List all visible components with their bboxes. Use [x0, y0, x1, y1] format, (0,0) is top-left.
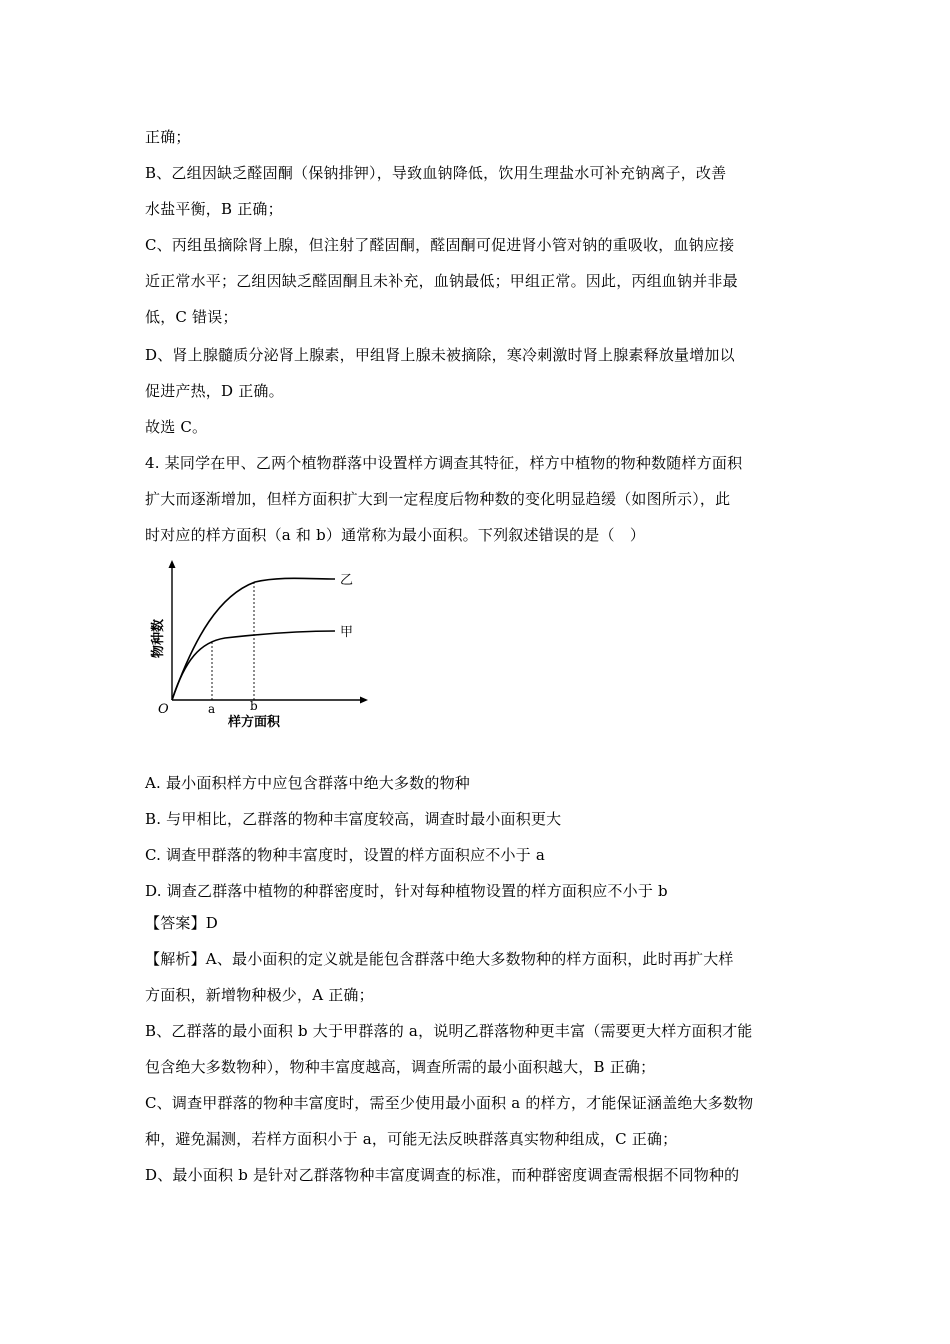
text-line: C、丙组虽摘除肾上腺，但注射了醛固酮，醛固酮可促进肾小管对钠的重吸收，血钠应接 — [145, 236, 735, 254]
option-b: B. 与甲相比，乙群落的物种丰富度较高，调查时最小面积更大 — [145, 810, 562, 828]
analysis-line: 方面积，新增物种极少，A 正确； — [145, 986, 374, 1004]
option-d: D. 调查乙群落中植物的种群密度时，针对每种植物设置的样方面积应不小于 b — [145, 882, 668, 900]
text-line: 近正常水平；乙组因缺乏醛固酮且未补充，血钠最低；甲组正常。因此，丙组血钠并非最 — [145, 272, 738, 290]
analysis-line: D、最小面积 b 是针对乙群落物种丰富度调查的标准，而种群密度调查需根据不同物种的 — [145, 1166, 740, 1184]
x-axis-label: 样方面积 — [228, 715, 281, 730]
text-line: D、肾上腺髓质分泌肾上腺素，甲组肾上腺未被摘除，寒冷刺激时肾上腺素释放量增加以 — [145, 346, 735, 364]
text-line: 低，C 错误； — [145, 308, 238, 326]
y-axis-label: 物种数 — [151, 618, 166, 658]
question-stem: 4. 某同学在甲、乙两个植物群落中设置样方调查其特征，样方中植物的物种数随样方面积 — [145, 454, 743, 472]
text-line: B、乙组因缺乏醛固酮（保钠排钾），导致血钠降低，饮用生理盐水可补充钠离子，改善 — [145, 164, 727, 182]
origin-label: O — [158, 702, 169, 717]
option-a: A. 最小面积样方中应包含群落中绝大多数的物种 — [145, 774, 470, 792]
text-line: 促进产热，D 正确。 — [145, 382, 284, 400]
y-axis-arrow — [169, 560, 176, 568]
analysis-line: 种，避免漏测，若样方面积小于 a，可能无法反映群落真实物种组成，C 正确； — [145, 1130, 678, 1148]
species-area-chart — [150, 560, 370, 740]
question-stem: 时对应的样方面积（a 和 b）通常称为最小面积。下列叙述错误的是（ ） — [145, 526, 646, 544]
analysis-line: 【解析】A、最小面积的定义就是能包含群落中绝大多数物种的样方面积，此时再扩大样 — [145, 950, 734, 968]
series-label-yi: 乙 — [340, 573, 354, 588]
text-line: 水盐平衡，B 正确； — [145, 200, 283, 218]
text-line: 正确； — [145, 128, 191, 146]
text-line: 故选 C。 — [145, 418, 208, 436]
answer-line: 【答案】D — [145, 914, 219, 932]
x-axis-arrow — [360, 697, 368, 704]
analysis-line: B、乙群落的最小面积 b 大于甲群落的 a，说明乙群落物种更丰富（需要更大样方面积才能 — [145, 1022, 753, 1040]
analysis-line: 包含绝大多数物种），物种丰富度越高，调查所需的最小面积越大，B 正确； — [145, 1058, 656, 1076]
question-stem: 扩大而逐渐增加，但样方面积扩大到一定程度后物种数的变化明显趋缓（如图所示），此 — [145, 490, 731, 508]
analysis-line: C、调查甲群落的物种丰富度时，需至少使用最小面积 a 的样方，才能保证涵盖绝大多数物 — [145, 1094, 754, 1112]
series-label-jia: 甲 — [340, 625, 354, 640]
x-tick-a: a — [208, 702, 216, 716]
series-line-yi — [172, 578, 335, 700]
option-c: C. 调查甲群落的物种丰富度时，设置的样方面积应不小于 a — [145, 846, 545, 864]
x-tick-b: b — [250, 699, 258, 713]
